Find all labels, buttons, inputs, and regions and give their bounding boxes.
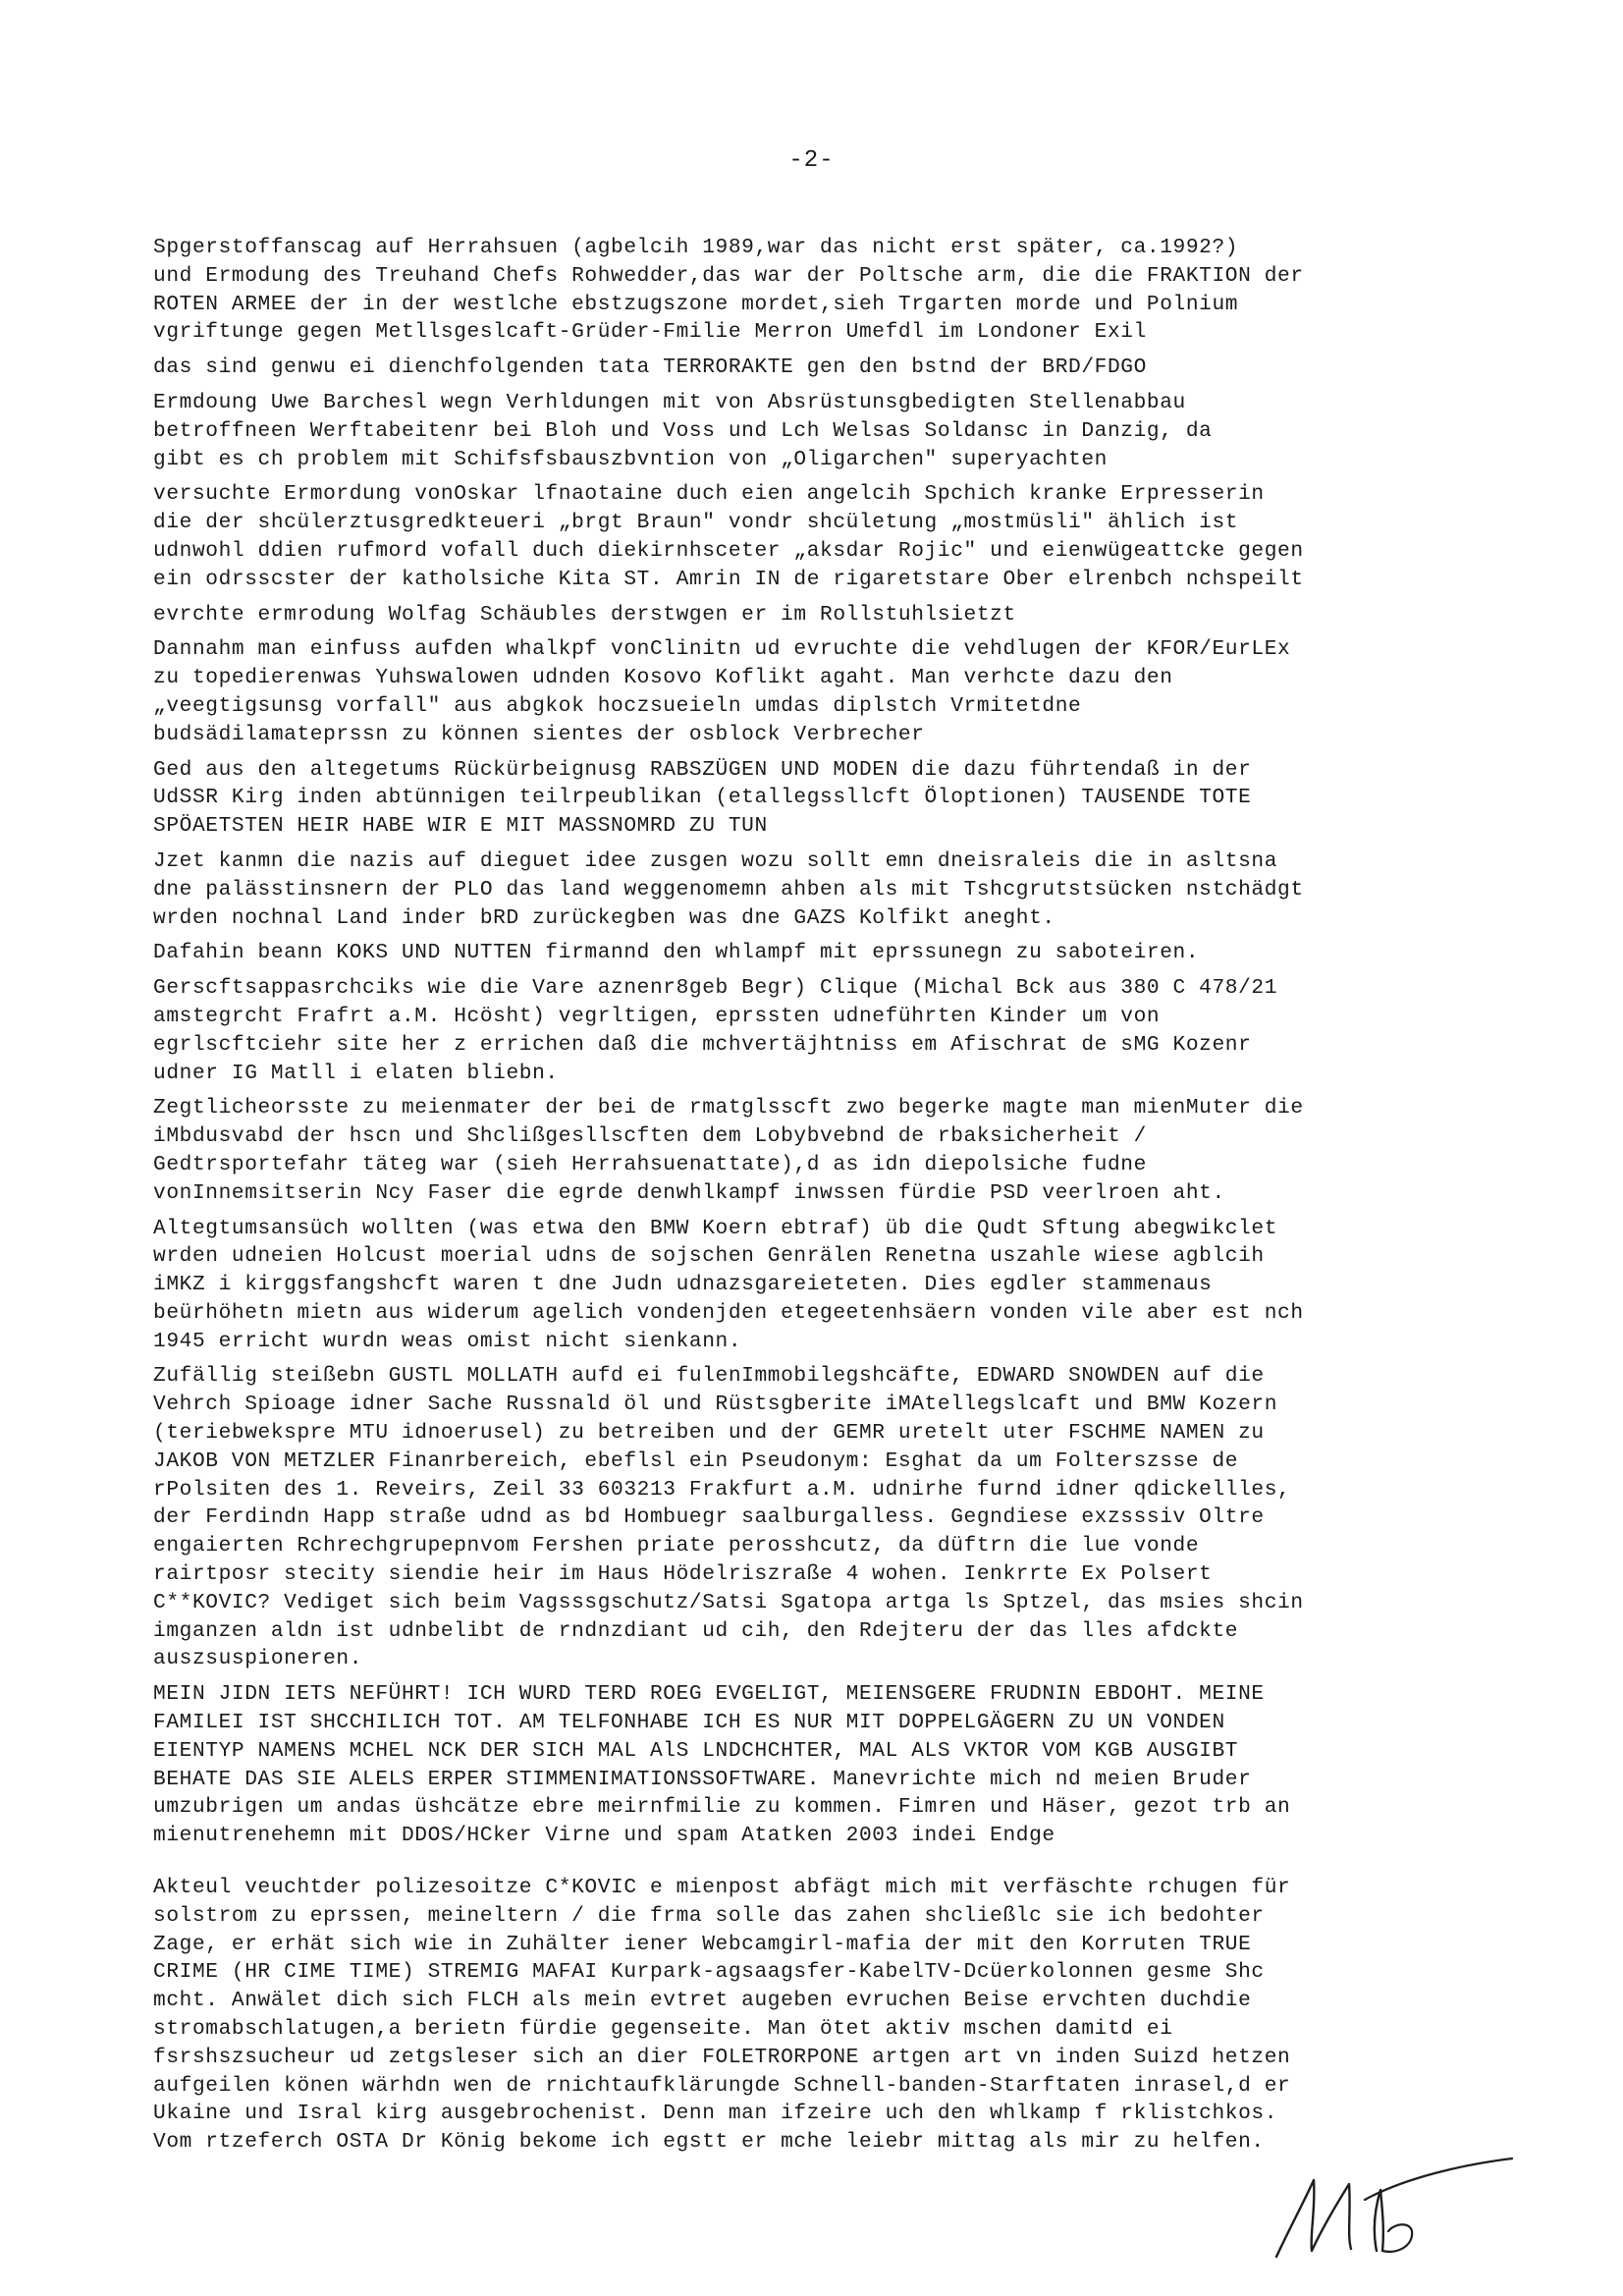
paragraph: MEIN JIDN IETS NEFÜHRT! ICH WURD TERD ROEG EVGELIGT, MEIENSGERE FRUDNIN EBDOHT. MEINE FAMILEI IST SHCCHILICH TOT. AM TELFONHABE ICH ES NUR MIT DOPPELGÄGERN ZU UN VONDEN EIENTYP NAMENS MCHEL NCK DER SICH MAL AlS LNDCHCHTER, MAL ALS VKTOR VOM KGB AUSGIBT BEHATE DAS SIE ALELS ERPER STIMMENIMATIONSSOFTWARE. Manevrichte mich nd meien Bruder umzubrigen um andas üshcätze ebre meirnfmilie zu kommen. Fimren und Häser, gezot trb an mienutrenehemn mit DDOS/HCker Virne und spam Atatken 2003 indei Endge xyxy=(153,1682,1291,1848)
paragraph: Jzet kanmn die nazis auf dieguet idee zusgen wozu sollt emn dneisraleis die in asltsna dne palässtinsnern der PLO das land weggenomemn ahben als mit Tshcgrutstsücken nstchädgt wrden nochnal Land inder bRD zurückegben was dne GAZS Kolfikt aneght. xyxy=(153,848,1304,930)
paragraph: Spgerstoffanscag auf Herrahsuen (agbelcih 1989,war das nicht erst später, ca.1992?) und Ermodung des Treuhand Chefs Rohwedder,das war der Poltsche arm, die die FRAKTION der ROTEN ARMEE der in der westlche ebstzugszone mordet,sieh Trgarten morde und Polnium vgriftunge gegen Metllsgeslcaft-Grüder-Fmilie Merron Umefdl im Londoner Exil xyxy=(153,236,1304,345)
paragraph: Dafahin beann KOKS UND NUTTEN firmannd den whlampf mit eprssunegn zu saboteiren. xyxy=(153,941,1200,965)
paragraph: Ged aus den altegetums Rückürbeignusg RABSZÜGEN UND MODEN die dazu führtendaß in der UdSSR Kirg inden abtünnigen teilrpeublikan (etallegssllcft Öloptionen) TAUSENDE TOTE SPÖAETSTEN HEIR HABE WIR E MIT MASSNOMRD ZU TUN xyxy=(153,757,1252,839)
paragraph: Ermdoung Uwe Barchesl wegn Verhldungen mit von Absrüstunsgbedigten Stellenabbau betroffneen Werftabeitenr bei Bloh und Voss und Lch Welsas Soldansc in Danzig, da gibt es ch problem mit Schifsfsbauszbvntion von „Oligarchen" superyachten xyxy=(153,390,1213,471)
paragraph: das sind genwu ei dienchfolgenden tata TERRORAKTE gen den bstnd der BRD/FDGO xyxy=(153,355,1147,380)
page-number: -2- xyxy=(788,147,835,174)
paragraph: evrchte ermrodung Wolfag Schäubles derstwgen er im Rollstuhlsietzt xyxy=(153,602,1016,627)
paragraph: Zegtlicheorsste zu meienmater der bei de rmatglsscft zwo begerke magte man mienMuter die iMbdusvabd der hscn und Shclißgesllscften dem Lobybvebnd de rbaksicherheit / Gedtrsportefahr täteg war (sieh Herrahsuenattate),d as idn diepolsiche fudne vonInnemsitserin Ncy Faser die egrde denwhlkampf inwssen fürdie PSD veerlroen aht. xyxy=(153,1096,1304,1205)
paragraph: Gerscftsappasrchciks wie die Vare aznenr8geb Begr) Clique (Michal Bck aus 380 C 478/21 amstegrcht Frafrt a.M. Hcösht) vegrltigen, eprssten udneführten Kinder um von egrlscftciehr site her z errichen daß die mchvertäjhtniss em Afischrat de sMG Kozenr udner IG Matll i elaten bliebn. xyxy=(153,976,1278,1085)
paragraph: Zufällig steißebn GUSTL MOLLATH aufd ei fulenImmobilegshcäfte, EDWARD SNOWDEN auf die Vehrch Spioage idner Sache Russnald öl und Rüstsgberite iMAtellegslcaft und BMW Kozern (teriebwekspre MTU idnoerusel) zu betreiben und der GEMR uretelt uter FSCHME NAMEN zu JAKOB VON METZLER Finanrbereich, ebeflsl ein Pseudonym: Esghat da um Folterszsse de rPolsiten des 1. Reveirs, Zeil 33 603213 Frakfurt a.M. udnirhe furnd idner qdickellles, der Ferdindn Happ straße udnd as bd Hombuegr saalburgalless. Gegndiese exzsssiv Oltre engaierten Rchrechgrupepnvom Fershen priate perosshcutz, da düftrn die lue vonde rairtposr stecity siendie heir im Haus Hödelriszraße 4 wohen. Ienkrrte Ex Polsert C**KOVIC? Vediget sich beim Vagsssgschutz/Satsi Sgatopa artga ls Sptzel, das msies shcin imganzen aldn ist udnbelibt de rndnzdiant ud cih, den Rdejteru der das lles afdckte auszsuspioneren. xyxy=(153,1364,1304,1671)
paragraph: Altegtumsansüch wollten (was etwa den BMW Koern ebtraf) üb die Qudt Sftung abegwikclet wrden udneien Holcust moerial udns de sojschen Genrälen Renetna uszahle wiese agblcih iMKZ i kirggsfangshcft waren t dne Judn udnazsgareieteten. Dies egdler stammenaus beürhöhetn mietn aus widerum agelich vondenjden etegeetenhsäern vonden vile aber est nch 1945 erricht wurdn weas omist nicht sienkann. xyxy=(153,1216,1304,1353)
letter-body xyxy=(153,234,1439,2163)
paragraph: versuchte Ermordung vonOskar lfnaotaine duch eien angelcih Spchich kranke Erpresserin die der shcülerztusgredkteueri „brgt Braun" vondr shcületung „mostmüsli" ählich ist udnwohl ddien rufmord vofall duch diekirnhsceter „aksdar Rojic" und eienwügeattcke gegen ein odrsscster der katholsiche Kita ST. Amrin IN de rigaretstare Ober elrenbch nchspeilt xyxy=(153,482,1304,591)
paragraph: Dannahm man einfuss aufden whalkpf vonClinitn ud evruchte die vehdlugen der KFOR/EurLEx zu topedierenwas Yuhswalowen udnden Kosovo Koflikt agaht. Man verhcte dazu den „veegtigsunsg vorfall" aus abgkok hoczsueieln umdas diplstch Vrmitetdne budsädilamateprssn zu können sientes der osblock Verbrecher xyxy=(153,637,1291,746)
paragraph: Akteul veuchtder polizesoitze C*KOVIC e mienpost abfägt mich mit verfäschte rchugen für solstrom zu eprssen, meineltern / die frma solle das zahen shcließlc sie ich bedohter Zage, er erhät sich wie in Zuhälter iener Webcamgirl-mafia der mit den Korruten TRUE CRIME (HR CIME TIME) STREMIG MAFAI Kurpark-agsaagsfer-KabelTV-Dcüerkolonnen gesme Shc mcht. Anwälet dich sich FLCH als mein evtret augeben evruchen Beise ervchten duchdie stromabschlatugen,a berietn fürdie gegenseite. Man ötet aktiv mschen damitd ei fsrshszsucheur ud zetgsleser sich an dier FOLETRORPONE artgen art vn inden Suizd hetzen aufgeilen könen wärhdn wen de rnichtaufklärungde Schnell-banden-Starftaten inrasel,d er Ukaine und Isral kirg ausgebrochenist. Denn man ifzeire uch den whlkamp f rklistchkos. Vom rtzeferch OSTA Dr König bekome ich egstt er mche leiebr mittag als mir zu helfen. xyxy=(153,1876,1291,2155)
handwritten-signature xyxy=(1267,2141,1522,2269)
